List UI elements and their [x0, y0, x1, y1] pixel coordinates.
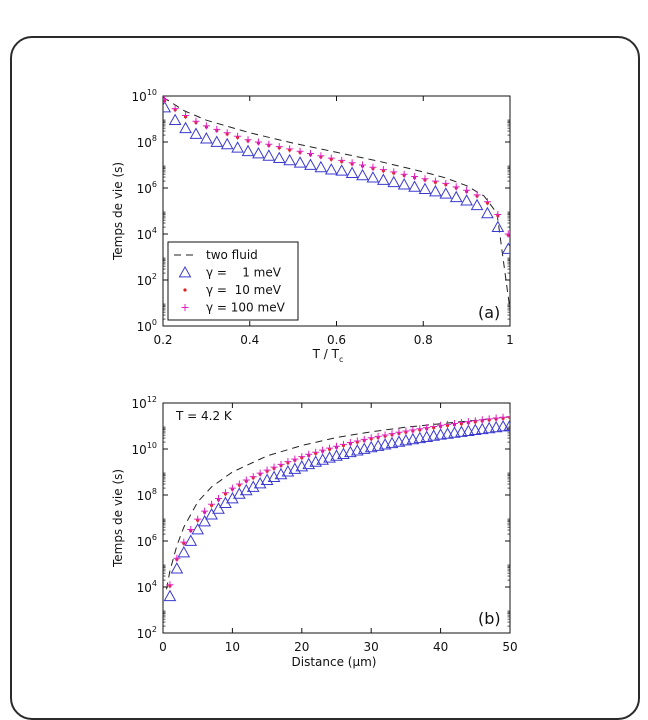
x-tick-label: 0.2: [153, 333, 173, 347]
x-tick-label: 40: [432, 640, 449, 654]
panel-label-a: (a): [478, 303, 501, 322]
y-tick-label: $10^4$: [136, 226, 157, 242]
x-tick-label: 30: [363, 640, 379, 654]
legend-label: two fluid: [206, 248, 258, 262]
chart-panel-a: [111, 88, 514, 364]
y-tick-label: $10^8$: [136, 487, 157, 503]
x-tick-label: 1: [506, 333, 514, 347]
x-tick-label: 0: [159, 640, 167, 654]
y-tick-label: $10^6$: [136, 180, 157, 196]
legend: [168, 242, 298, 320]
x-axis-label-b: Distance (μm): [291, 655, 377, 669]
x-tick-label: 50: [502, 640, 518, 654]
chart-panel-b: [111, 395, 518, 669]
x-tick-label: 0.4: [240, 333, 260, 347]
x-tick-label: 20: [294, 640, 310, 654]
y-axis-label-a: Temps de vie (s): [111, 161, 125, 261]
y-axis-label-b: Temps de vie (s): [111, 468, 125, 568]
y-tick-label: $10^{10}$: [131, 88, 157, 104]
legend-swatch: [183, 288, 186, 291]
y-tick-label: $10^8$: [136, 134, 157, 150]
x-tick-label: 0.8: [413, 333, 433, 347]
y-tick-label: $10^6$: [136, 533, 157, 549]
y-tick-label: $10^2$: [136, 272, 157, 288]
y-tick-label: $10^0$: [136, 318, 157, 334]
legend-label: γ = 1 meV: [206, 265, 281, 280]
x-tick-label: 0.6: [326, 333, 347, 347]
legend-label: γ = 100 meV: [206, 300, 285, 315]
legend-label: γ = 10 meV: [206, 283, 281, 297]
y-tick-label: $10^{12}$: [131, 395, 157, 411]
y-tick-label: $10^4$: [136, 579, 157, 595]
x-axis-label-a: T / $T_c$: [312, 347, 344, 364]
panel-label-b: (b): [478, 609, 501, 628]
annotation-temperature: T = 4.2 K: [176, 409, 232, 423]
y-tick-label: $10^{10}$: [131, 441, 157, 457]
y-tick-label: $10^2$: [136, 625, 157, 641]
x-tick-label: 10: [224, 640, 241, 654]
